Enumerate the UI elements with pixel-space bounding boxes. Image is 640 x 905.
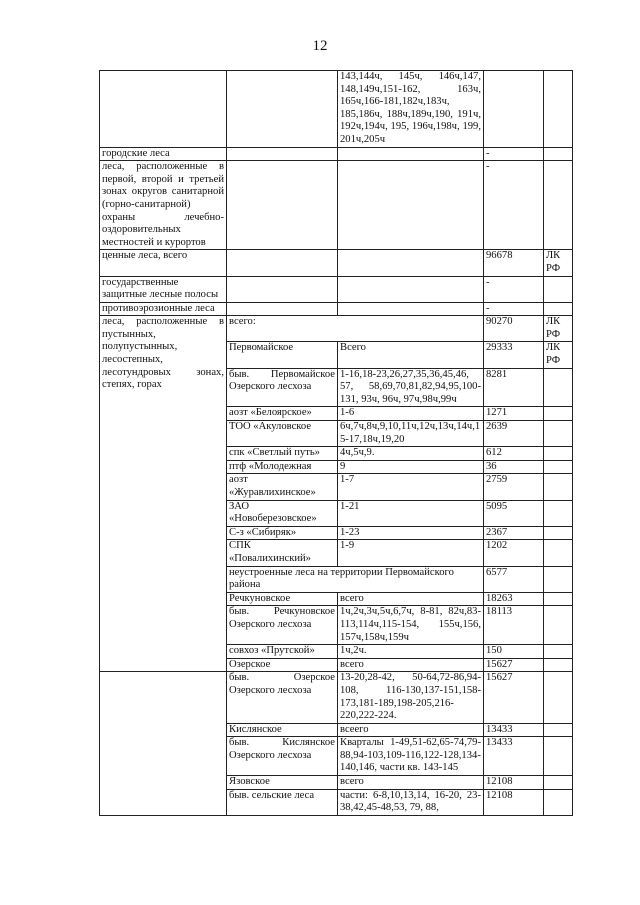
quarters-cell: всеего — [338, 723, 484, 737]
quarters-cell: Кварталы 1-49,51-62,65-74,79-88,94-103,109-116,122-128,134-140,146, части кв. 143-145 — [338, 737, 484, 776]
area-cell: - — [484, 147, 544, 161]
area-cell: 2759 — [484, 474, 544, 500]
area-cell: - — [484, 302, 544, 316]
quarters-cell — [338, 302, 484, 316]
area-cell: 13433 — [484, 737, 544, 776]
quarters-cell: части: 6-8,10,13,14, 16-20, 23-38,42,45-48,53, 79, 88, — [338, 789, 484, 815]
area-cell: - — [484, 161, 544, 250]
table-row — [100, 302, 573, 316]
table-row — [100, 250, 573, 276]
quarters-cell: всего — [338, 658, 484, 672]
quarters-cell — [338, 250, 484, 276]
note-cell: ЛК РФ — [544, 316, 573, 342]
quarters-cell: 1-9 — [338, 540, 484, 566]
quarters-cell: 9 — [338, 460, 484, 474]
note-cell — [544, 566, 573, 592]
unit-cell: Речкуновское — [227, 592, 338, 606]
quarters-cell: 143,144ч, 145ч, 146ч,147, 148,149ч,151-162, 163ч, 165ч,166-181,182ч,183ч, 185,186ч, 188ч,189ч,190, 191ч, 192ч,194ч, 195, 196ч,198ч, 199, 201ч,205ч — [338, 71, 484, 148]
unit-cell: ТОО «Акуловское — [227, 421, 338, 447]
table-row — [100, 147, 573, 161]
quarters-cell: 1-21 — [338, 500, 484, 526]
quarters-cell: 1ч,2ч,3ч,5ч,6,7ч, 8-81, 82ч,83-113,114ч,115-154, 155ч,156, 157ч,158ч,159ч — [338, 606, 484, 645]
note-cell — [544, 776, 573, 790]
note-cell — [544, 723, 573, 737]
unit-cell — [227, 147, 338, 161]
note-cell — [544, 606, 573, 645]
category-cell: ценные леса, всего — [100, 250, 227, 276]
unit-cell — [227, 276, 338, 302]
area-cell — [484, 71, 544, 148]
unit-cell: СПК «Повалихинский» — [227, 540, 338, 566]
note-cell — [544, 161, 573, 250]
area-cell: 96678 — [484, 250, 544, 276]
quarters-cell — [338, 147, 484, 161]
quarters-cell: всего — [338, 776, 484, 790]
note-cell — [544, 658, 573, 672]
unit-cell: Кислянское — [227, 723, 338, 737]
quarters-cell: 13-20,28-42, 50-64,72-86,94-108, 116-130,137-151,158-173,181-189,198-205,216-220,222-224. — [338, 672, 484, 723]
note-cell — [544, 540, 573, 566]
unit-cell — [227, 302, 338, 316]
unit-cell: быв. Озерское Озерского лесхоза — [227, 672, 338, 723]
note-cell — [544, 71, 573, 148]
category-cell: леса, расположенные в пустынных, полупустынных, лесостепных, лесотундровых зонах, степях, горах — [100, 316, 227, 672]
area-cell: 15627 — [484, 658, 544, 672]
area-cell: 18113 — [484, 606, 544, 645]
unit-cell: Язовское — [227, 776, 338, 790]
category-cell: противоэрозионные леса — [100, 302, 227, 316]
note-cell — [544, 421, 573, 447]
area-cell: 18263 — [484, 592, 544, 606]
note-cell — [544, 460, 573, 474]
quarters-cell: Всего — [338, 342, 484, 368]
quarters-cell: 4ч,5ч,9. — [338, 447, 484, 461]
quarters-cell: 1-23 — [338, 526, 484, 540]
note-cell — [544, 147, 573, 161]
table-row — [100, 276, 573, 302]
total-label-cell: всего: — [227, 316, 484, 342]
area-cell: 8281 — [484, 368, 544, 407]
area-cell: 1202 — [484, 540, 544, 566]
area-cell: 5095 — [484, 500, 544, 526]
unit-cell — [227, 161, 338, 250]
category-cell: городские леса — [100, 147, 227, 161]
note-cell — [544, 789, 573, 815]
area-cell: - — [484, 276, 544, 302]
unit-cell — [227, 250, 338, 276]
quarters-cell: 1ч,2ч. — [338, 645, 484, 659]
unit-cell: быв. сельские леса — [227, 789, 338, 815]
quarters-cell — [338, 161, 484, 250]
note-cell — [544, 645, 573, 659]
note-cell — [544, 500, 573, 526]
unit-cell: совхоз «Прутской» — [227, 645, 338, 659]
table-row — [100, 71, 573, 148]
quarters-cell — [338, 276, 484, 302]
area-cell: 29333 — [484, 342, 544, 368]
area-cell: 1271 — [484, 407, 544, 421]
page-number: 12 — [312, 38, 328, 54]
area-cell: 13433 — [484, 723, 544, 737]
unit-cell: Первомайское — [227, 342, 338, 368]
note-cell: ЛК РФ — [544, 342, 573, 368]
unit-cell — [227, 71, 338, 148]
area-cell: 150 — [484, 645, 544, 659]
quarters-cell: 1-7 — [338, 474, 484, 500]
note-cell — [544, 526, 573, 540]
unit-cell: спк «Светлый путь» — [227, 447, 338, 461]
unit-cell: ЗАО «Новоберезовское» — [227, 500, 338, 526]
category-cell: леса, расположенные в первой, второй и третьей зонах округов санитарной (горно-санитарной) охраны лечебно-оздоровительных местностей и курортов — [100, 161, 227, 250]
unit-cell: Озерское — [227, 658, 338, 672]
note-cell — [544, 368, 573, 407]
note-cell — [544, 302, 573, 316]
quarters-cell: 6ч,7ч,8ч,9,10,11ч,12ч,13ч,14ч,15-17,18ч,19,20 — [338, 421, 484, 447]
quarters-cell: 1-16,18-23,26,27,35,36,45,46, 57, 58,69,70,81,82,94,95,100-131, 93ч, 96ч, 97ч,98ч,99ч — [338, 368, 484, 407]
note-cell — [544, 474, 573, 500]
category-cell — [100, 672, 227, 816]
area-cell: 90270 — [484, 316, 544, 342]
note-cell: ЛК РФ — [544, 250, 573, 276]
unit-cell: быв. Первомайское Озерского лесхоза — [227, 368, 338, 407]
note-cell — [544, 592, 573, 606]
table-row — [100, 316, 573, 342]
quarters-cell: всего — [338, 592, 484, 606]
category-cell — [100, 71, 227, 148]
note-cell — [544, 407, 573, 421]
note-cell — [544, 737, 573, 776]
unit-cell: быв. Кислянское Озерского лесхоза — [227, 737, 338, 776]
area-cell: 2639 — [484, 421, 544, 447]
category-cell: государственные защитные лесные полосы — [100, 276, 227, 302]
note-cell — [544, 276, 573, 302]
area-cell: 15627 — [484, 672, 544, 723]
unit-cell: аозт «Белоярское» — [227, 407, 338, 421]
area-cell: 6577 — [484, 566, 544, 592]
quarters-cell: 1-6 — [338, 407, 484, 421]
note-cell — [544, 672, 573, 723]
table-row — [100, 672, 573, 723]
area-cell: 2367 — [484, 526, 544, 540]
table-row — [100, 161, 573, 250]
unit-cell: С-з «Сибиряк» — [227, 526, 338, 540]
merged-cell: неустроенные леса на территории Первомайского района — [227, 566, 484, 592]
area-cell: 612 — [484, 447, 544, 461]
area-cell: 12108 — [484, 776, 544, 790]
area-cell: 12108 — [484, 789, 544, 815]
unit-cell: быв. Речкуновское Озерского лесхоза — [227, 606, 338, 645]
forest-table — [99, 70, 573, 816]
note-cell — [544, 447, 573, 461]
unit-cell: аозт «Журавлихинское» — [227, 474, 338, 500]
unit-cell: птф «Молодежная — [227, 460, 338, 474]
area-cell: 36 — [484, 460, 544, 474]
